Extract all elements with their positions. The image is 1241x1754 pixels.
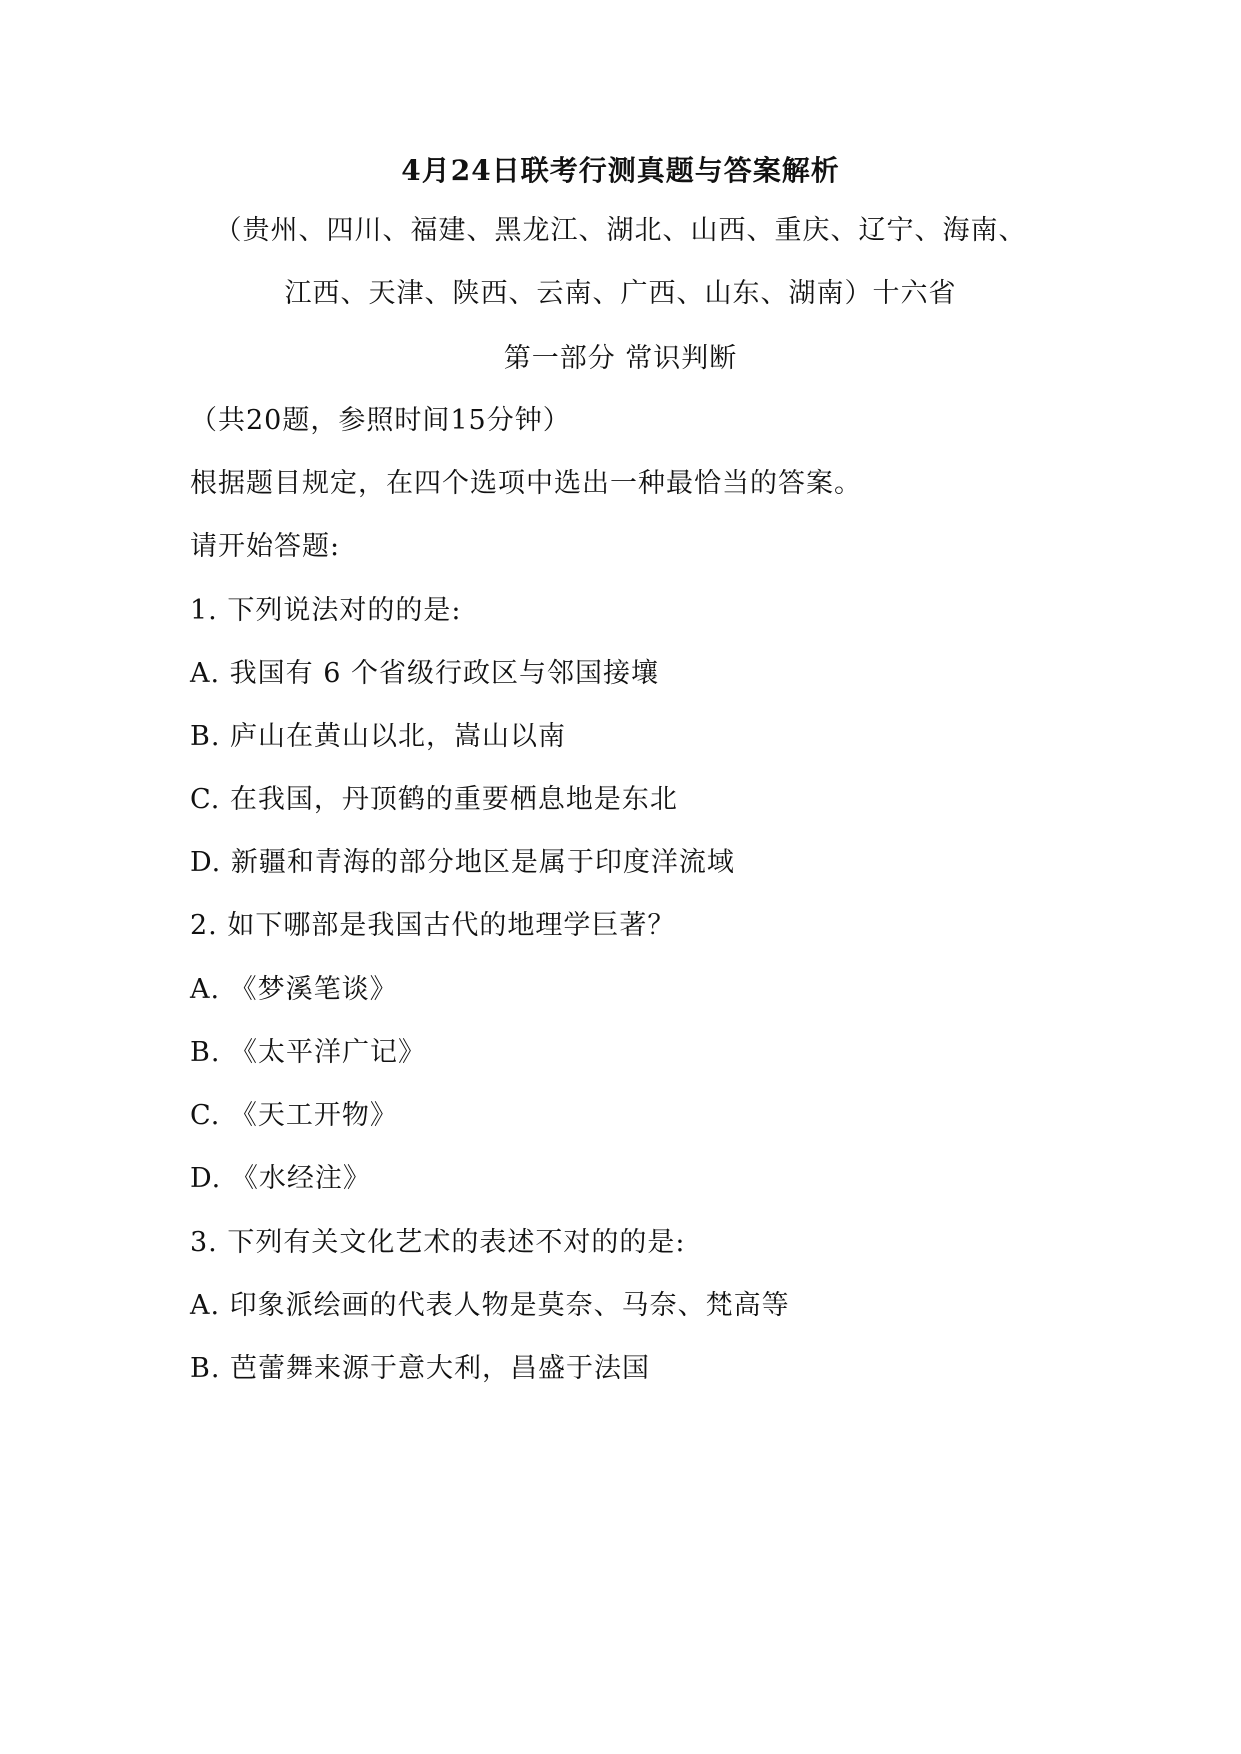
document-subtitle-line2: 江西、天津、陕西、云南、广西、山东、湖南）十六省 xyxy=(284,278,957,309)
question-2-option-b: B. 《太平洋广记》 xyxy=(190,1037,427,1068)
start-prompt: 请开始答题: xyxy=(190,531,341,562)
section-heading: 第一部分 常识判断 xyxy=(503,343,738,374)
instruction-text: 根据题目规定，在四个选项中选出一种最恰当的答案。 xyxy=(190,468,862,499)
question-1-option-c: C. 在我国，丹顶鹤的重要栖息地是东北 xyxy=(190,784,678,815)
question-1-option-d: D. 新疆和青海的部分地区是属于印度洋流域 xyxy=(190,847,735,878)
question-2-stem: 2. 如下哪部是我国古代的地理学巨著？ xyxy=(190,910,676,941)
question-1-option-a: A. 我国有 6 个省级行政区与邻国接壤 xyxy=(190,658,660,689)
question-1-option-b: B. 庐山在黄山以北，嵩山以南 xyxy=(190,721,567,752)
question-2-option-c: C. 《天工开物》 xyxy=(190,1100,398,1131)
question-2-option-a: A. 《梦溪笔谈》 xyxy=(190,974,398,1005)
section-info: （共20题，参照时间15分钟） xyxy=(190,405,571,436)
question-2-option-d: D. 《水经注》 xyxy=(190,1163,371,1194)
question-3-option-b: B. 芭蕾舞来源于意大利，昌盛于法国 xyxy=(190,1353,651,1384)
question-1-stem: 1. 下列说法对的的是: xyxy=(190,595,462,626)
question-3-option-a: A. 印象派绘画的代表人物是莫奈、马奈、梵高等 xyxy=(190,1290,790,1321)
document-title: 4月24日联考行测真题与答案解析 xyxy=(401,154,840,187)
question-3-stem: 3. 下列有关文化艺术的表述不对的的是: xyxy=(190,1227,686,1258)
document-subtitle-line1: （贵州、四川、福建、黑龙江、湖北、山西、重庆、辽宁、海南、 xyxy=(214,215,1027,246)
